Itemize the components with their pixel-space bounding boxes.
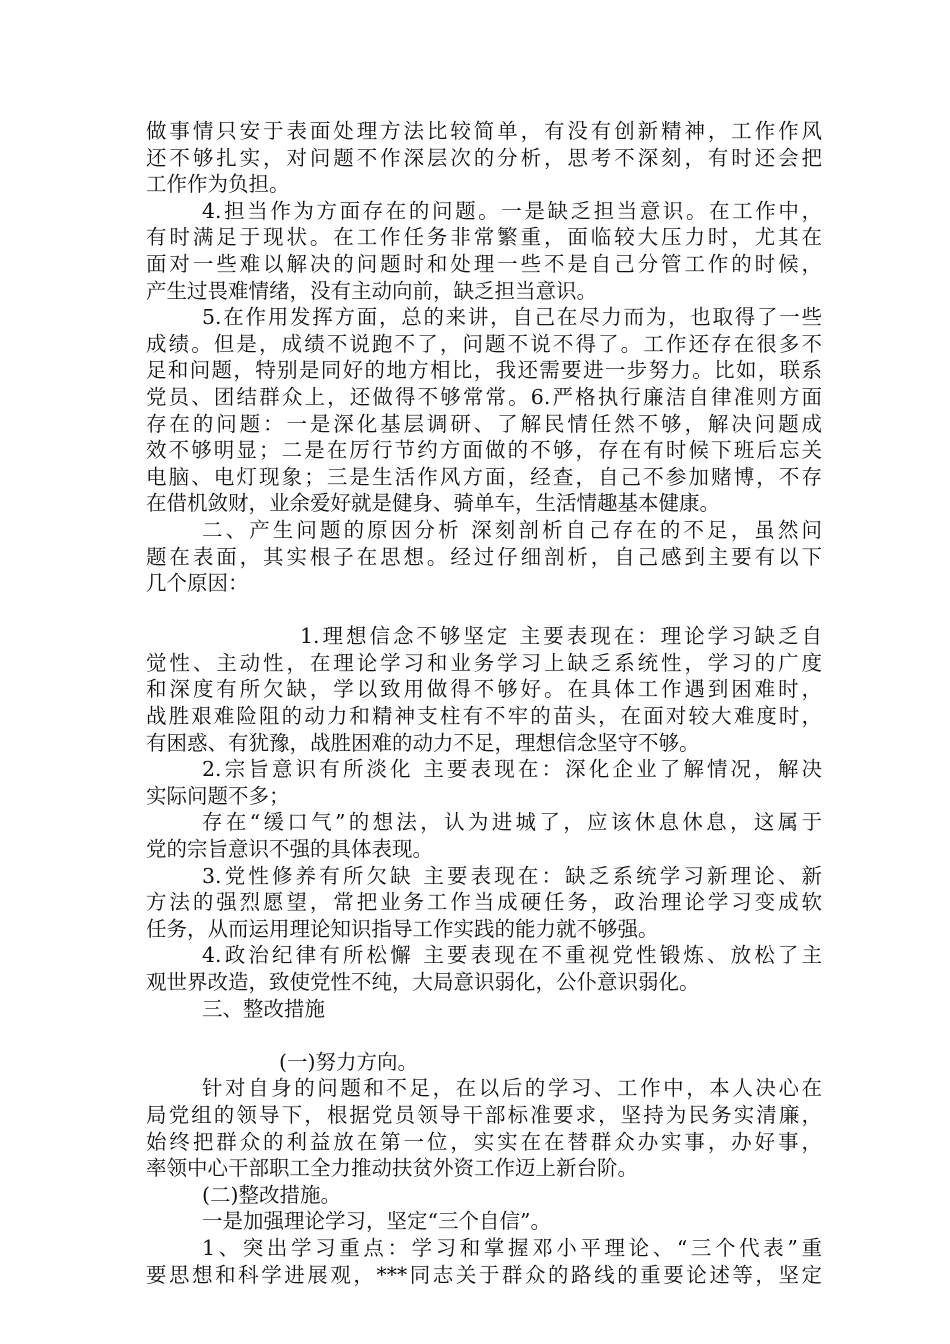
text-line: 足和问题，特别是同好的地方相比，我还需要进一步努力。比如，联系: [146, 358, 822, 383]
text-line: 几个原因：: [146, 571, 249, 596]
text-line: 和深度有所欠缺，学以致用做得不够好。在具体工作遇到困难时，: [146, 677, 822, 702]
text-line: 电脑、电灯现象；三是生活作风方面，经查，自己不参加赌博，不存: [146, 464, 822, 489]
text-line: 党员、团结群众上，还做得不够常常。6.严格执行廉洁自律准则方面: [146, 384, 822, 409]
text-line: 观世界改造，致使党性不纯，大局意识弱化，公仆意识弱化。: [146, 970, 700, 994]
text-line: 5.在作用发挥方面，总的来讲，自己在尽力而为，也取得了一些: [202, 305, 822, 330]
text-line: 率领中心干部职工全力推动扶贫外资工作迈上新台阶。: [146, 1156, 638, 1181]
text-line: 3.党性修养有所欠缺 主要表现在：缺乏系统学习新理论、新: [202, 863, 822, 888]
text-line: 还不够扎实，对问题不作深层次的分析，思考不深刻，有时还会把: [146, 145, 822, 170]
text-line: 存在的问题：一是深化基层调研、了解民情任然不够，解决问题成: [146, 411, 822, 436]
text-line: 始终把群众的利益放在第一位，实实在在替群众办实事，办好事，: [146, 1129, 822, 1154]
section-heading-2: 二、产生问题的原因分析 深刻剖析自己存在的不足，虽然问: [202, 517, 822, 542]
document-page: [146, 118, 822, 1288]
text-line: 方法的强烈愿望，常把业务工作当成硬任务，政治理论学习变成软: [146, 890, 822, 915]
text-line: 有时满足于现状。在工作任务非常繁重，面临较大压力时，尤其在: [146, 225, 822, 250]
text-line: 存在“缓口气”的想法，认为进城了，应该休息休息，这属于: [202, 810, 822, 835]
text-line: 2.宗旨意识有所淡化 主要表现在：深化企业了解情况，解决: [202, 757, 822, 782]
text-line: 战胜艰难险阻的动力和精神支柱有不牢的苗头，在面对较大难度时，: [146, 704, 822, 729]
text-line: 做事情只安于表面处理方法比较简单，有没有创新精神，工作作风: [146, 119, 822, 143]
text-line: 1、突出学习重点：学习和掌握邓小平理论、“三个代表”重: [202, 1235, 822, 1260]
text-line: 在借机敛财，业余爱好就是健身、骑单车，生活情趣基本健康。: [146, 491, 720, 516]
text-line: 觉性、主动性，在理论学习和业务学习上缺乏系统性，学习的广度: [146, 650, 822, 675]
text-line: 产生过畏难情绪，没有主动向前，缺乏担当意识。: [146, 278, 597, 303]
text-line: 一是加强理论学习，坚定“三个自信”。: [202, 1209, 551, 1234]
text-line: 针对自身的问题和不足，在以后的学习、工作中，本人决心在: [202, 1076, 822, 1101]
blank-line: [146, 1022, 822, 1049]
text-line: 效不够明显；二是在厉行节约方面做的不够，存在有时候下班后忘关: [146, 438, 822, 463]
text-line: 实际问题不多；: [146, 783, 290, 808]
subheading: (一)努力方向。: [279, 1049, 418, 1074]
text-line: 面对一些难以解决的问题时和处理一些不是自己分管工作的时候，: [146, 251, 822, 276]
text-line: 题在表面，其实根子在思想。经过仔细剖析，自己感到主要有以下: [146, 544, 822, 569]
text-line: 有困惑、有犹豫，战胜困难的动力不足，理想信念坚守不够。: [146, 730, 700, 755]
blank-line: [146, 597, 822, 624]
text-line: 局党组的领导下，根据党员领导干部标准要求，坚持为民务实清廉，: [146, 1102, 822, 1127]
text-line: 工作作为负担。: [146, 172, 290, 197]
subheading: (二)整改措施。: [202, 1182, 341, 1207]
text-line: 任务，从而运用理论知识指导工作实践的能力就不够强。: [146, 916, 659, 941]
text-line: 党的宗旨意识不强的具体表现。: [146, 837, 433, 862]
text-line: 4.担当作为方面存在的问题。一是缺乏担当意识。在工作中，: [202, 198, 822, 223]
text-line: 成绩。但是，成绩不说跑不了，问题不说不得了。工作还存在很多不: [146, 331, 822, 356]
text-line: 4.政治纪律有所松懈 主要表现在不重视党性锻炼、放松了主: [202, 943, 822, 968]
section-heading-3: 三、整改措施: [202, 996, 325, 1021]
text-line: 1.理想信念不够坚定 主要表现在：理论学习缺乏自: [300, 624, 822, 649]
text-line: 要思想和科学进展观，***同志关于群众的路线的重要论述等，坚定: [146, 1262, 822, 1287]
